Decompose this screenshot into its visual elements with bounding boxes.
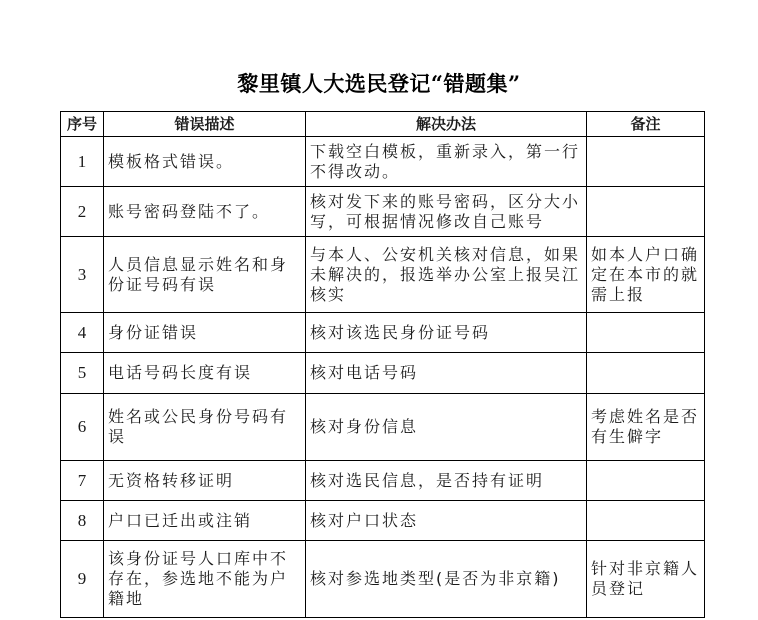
row-error: 模板格式错误。 [104, 137, 306, 187]
table-row [61, 313, 705, 353]
document-title: 黎里镇人大选民登记“错题集” [237, 71, 521, 96]
row-solution: 核对身份信息 [306, 394, 587, 461]
row-note [587, 501, 705, 541]
table-row [61, 137, 705, 187]
row-note [587, 461, 705, 501]
row-error: 身份证错误 [104, 313, 306, 353]
row-index: 2 [61, 187, 104, 237]
row-error: 该身份证号人口库中不存在，参选地不能为户籍地 [104, 541, 306, 618]
header-index: 序号 [61, 112, 104, 137]
row-error: 姓名或公民身份号码有误 [104, 394, 306, 461]
row-note [587, 353, 705, 394]
table-header-row [61, 112, 705, 137]
row-index: 7 [61, 461, 104, 501]
row-solution: 核对该选民身份证号码 [306, 313, 587, 353]
row-index: 1 [61, 137, 104, 187]
header-note: 备注 [587, 112, 705, 137]
row-error: 户口已迁出或注销 [104, 501, 306, 541]
row-error: 账号密码登陆不了。 [104, 187, 306, 237]
row-solution: 核对选民信息，是否持有证明 [306, 461, 587, 501]
row-note [587, 187, 705, 237]
row-solution: 与本人、公安机关核对信息，如果未解决的，报选举办公室上报吴江核实 [306, 237, 587, 313]
table-row [61, 501, 705, 541]
table-row [61, 394, 705, 461]
row-error: 人员信息显示姓名和身份证号码有误 [104, 237, 306, 313]
row-solution: 核对电话号码 [306, 353, 587, 394]
row-index: 6 [61, 394, 104, 461]
table-row [61, 237, 705, 313]
row-solution: 核对发下来的账号密码，区分大小写，可根据情况修改自己账号 [306, 187, 587, 237]
header-error: 错误描述 [104, 112, 306, 137]
row-error: 无资格转移证明 [104, 461, 306, 501]
row-note: 针对非京籍人员登记 [587, 541, 705, 618]
row-note: 考虑姓名是否有生僻字 [587, 394, 705, 461]
table-row [61, 353, 705, 394]
row-index: 4 [61, 313, 104, 353]
error-table [60, 111, 705, 618]
row-index: 8 [61, 501, 104, 541]
row-index: 5 [61, 353, 104, 394]
row-solution: 核对参选地类型(是否为非京籍) [306, 541, 587, 618]
row-solution: 核对户口状态 [306, 501, 587, 541]
row-note: 如本人户口确定在本市的就需上报 [587, 237, 705, 313]
table-row [61, 541, 705, 618]
row-index: 3 [61, 237, 104, 313]
row-index: 9 [61, 541, 104, 618]
row-note [587, 313, 705, 353]
table-row [61, 461, 705, 501]
table-row [61, 187, 705, 237]
row-error: 电话号码长度有误 [104, 353, 306, 394]
row-note [587, 137, 705, 187]
header-solution: 解决办法 [306, 112, 587, 137]
row-solution: 下载空白模板，重新录入，第一行不得改动。 [306, 137, 587, 187]
